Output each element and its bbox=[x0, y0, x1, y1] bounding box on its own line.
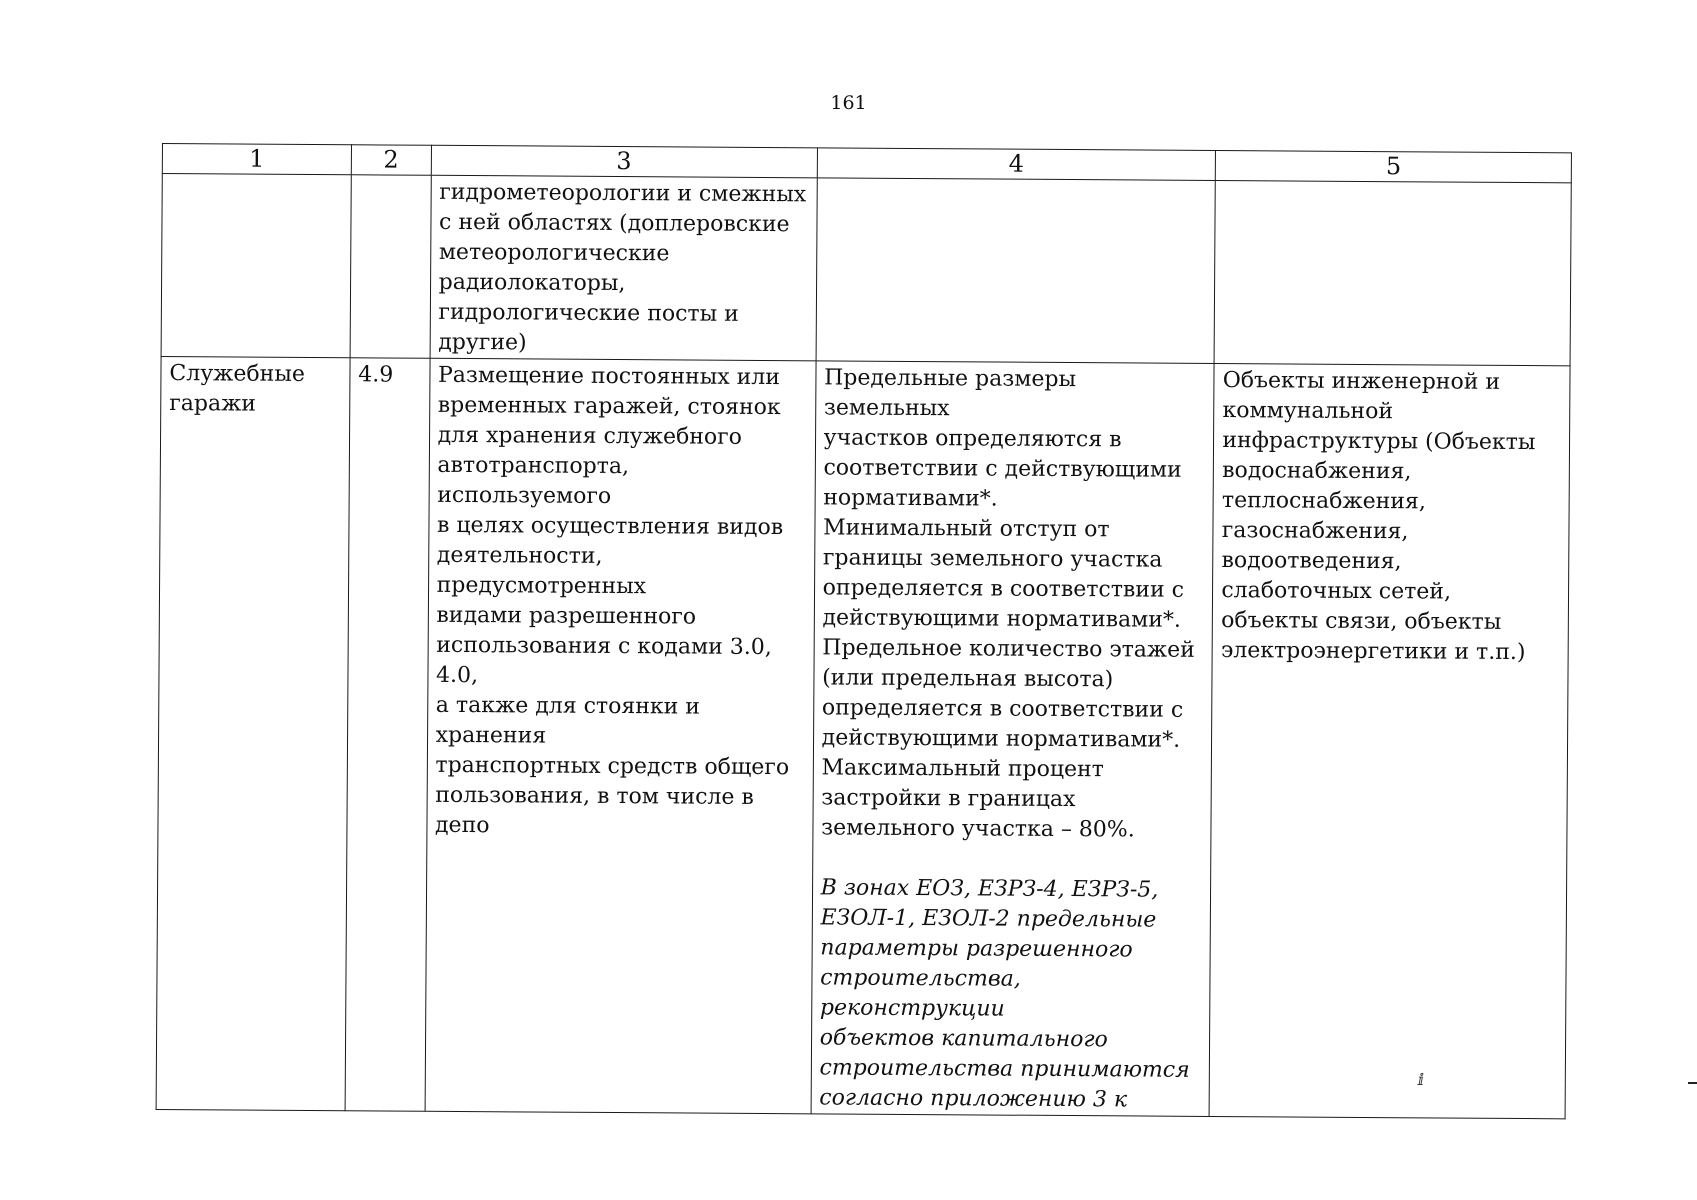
scan-edge-mark bbox=[1688, 1082, 1697, 1084]
use-type-name: Служебные гаражи bbox=[169, 361, 306, 417]
cell-use-type bbox=[156, 356, 350, 1110]
building-parameters: Предельные размеры земельных участков определяются в соответствии с действующими нормативами*. Минимальный отступ от границы земельного участка определяется в соответствии с действующими нормативами*. Предельное количество этажей (или предельная высота) определяется в соответствии с действующими нормативами*. Максимальный процент застройки в границах земельного участка – 80%. bbox=[821, 365, 1195, 843]
cell-auxiliary-uses bbox=[1209, 363, 1570, 1118]
column-header-4: 4 bbox=[817, 148, 1216, 181]
land-use-table bbox=[156, 143, 1572, 1119]
cell-parameters bbox=[811, 361, 1215, 1117]
zone-note: В зонах ЕОЗ, ЕЗРЗ-4, ЕЗРЗ-5, ЕЗОЛ-1, ЕЗОЛ-2 предельные параметры разрешенного строительства, реконструкции объектов капитального строительства принимаются согласно приложению 3 к bbox=[819, 875, 1190, 1113]
column-header-3: 3 bbox=[431, 145, 817, 178]
use-description: Размещение постоянных или временных гаражей, стоянок для хранения служебного автотранспорта, используемого в целях осуществления видов деятельности, предусмотренных видами разрешенного использования с кодами 3.0, 4.0, а также для стоянки и хранения транспортных средств общего пользования, в том числе в депо bbox=[434, 362, 790, 839]
scan-artifact-mark: ⅈ bbox=[1418, 1070, 1425, 1089]
cell-description-continuation bbox=[430, 175, 817, 361]
use-code: 4.9 bbox=[358, 362, 394, 388]
cell-code bbox=[345, 358, 430, 1112]
column-header-1: 1 bbox=[162, 144, 351, 175]
table-row-service-garages bbox=[156, 356, 1570, 1118]
cell-empty bbox=[1214, 180, 1571, 365]
cell-description bbox=[425, 358, 816, 1114]
cell-empty bbox=[350, 175, 431, 359]
cell-empty bbox=[161, 174, 351, 358]
cell-empty bbox=[816, 178, 1216, 364]
column-header-2: 2 bbox=[351, 145, 431, 176]
table-row-continuation bbox=[161, 174, 1571, 366]
column-header-5: 5 bbox=[1216, 150, 1572, 182]
page-number: 161 bbox=[830, 92, 867, 114]
description-continuation-text: гидрометеорологии и смежных с ней областях (доплеровские метеорологические радиолокаторы, гидрологические посты и другие) bbox=[438, 179, 807, 356]
auxiliary-uses-text: Объекты инженерной и коммунальной инфраструктуры (Объекты водоснабжения, теплоснабжения, газоснабжения, водоотведения, слаботочных сетей, объекты связи, объекты электроэнергетики и т.п.) bbox=[1220, 368, 1536, 666]
